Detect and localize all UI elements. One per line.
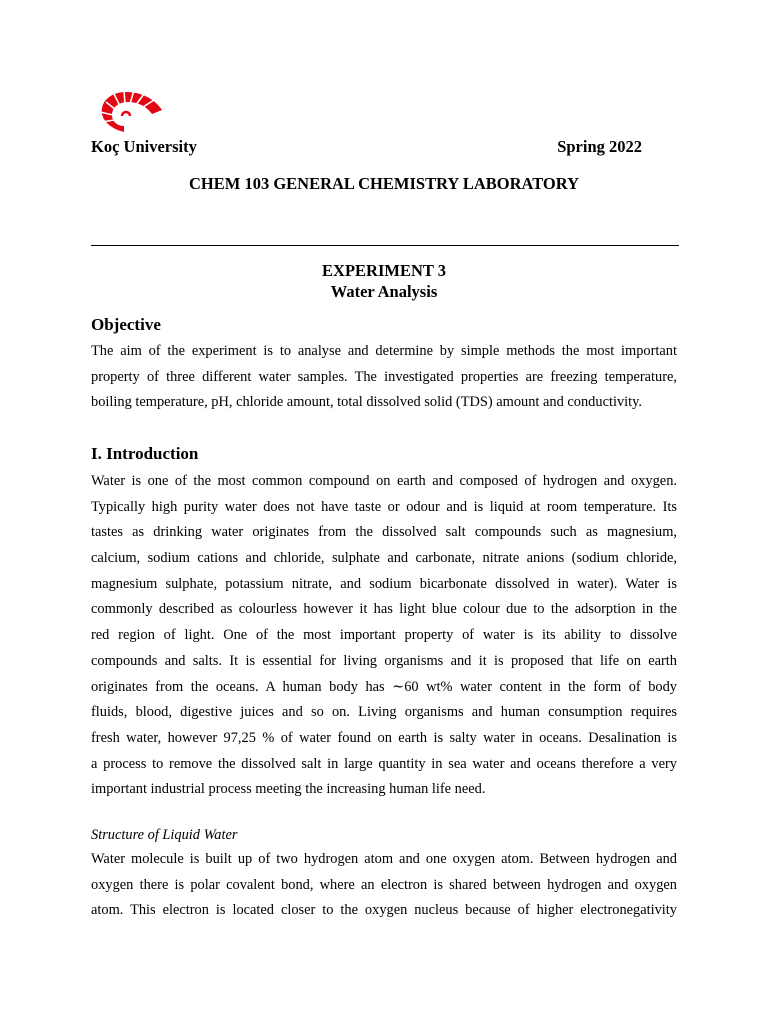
experiment-number: EXPERIMENT 3 [322, 261, 446, 280]
text-line: oxygen there is polar covalent bond, where an electron is shared between hydrogen and oxygen [91, 876, 677, 893]
text-line: fresh water, however 97,25 % of water found on earth is salty water in oceans. Desalination is [91, 729, 677, 746]
text-line: magnesium sulphate, potassium nitrate, and sodium bicarbonate dissolved in water). Water is [91, 575, 677, 592]
text-line: property of three different water samples. The investigated properties are freezing temperature, [91, 368, 677, 385]
text-line: compounds and salts. It is essential for living organisms and it is proposed that life on earth [91, 652, 677, 669]
text-line: atom. This electron is located closer to the oxygen nucleus because of higher electronegativity [91, 902, 677, 919]
text-line: Water molecule is built up of two hydrogen atom and one oxygen atom. Between hydrogen and [91, 851, 677, 867]
text-line: The aim of the experiment is to analyse and determine by simple methods the most important [91, 343, 677, 359]
text-line: boiling temperature, pH, chloride amount, total dissolved solid (TDS) amount and conductivity. [91, 394, 643, 411]
experiment-title: Water Analysis [330, 282, 438, 301]
experiment-heading [0, 260, 768, 302]
objective-heading: Objective [91, 315, 161, 334]
text-line: calcium, sodium cations and chloride, sulphate and carbonate, nitrate anions (sodium chloride, [91, 550, 677, 567]
koc-university-logo [96, 88, 168, 136]
header-divider [91, 245, 679, 246]
objective-paragraph [91, 339, 677, 416]
introduction-paragraph [91, 469, 677, 803]
text-line: tastes as drinking water originates from the dissolved salt compounds such as magnesium, [91, 524, 677, 541]
header-row [91, 137, 642, 157]
text-line: a process to remove the dissolved salt in large quantity in sea water and oceans therefore a very [91, 755, 677, 772]
structure-subheading: Structure of Liquid Water [91, 827, 238, 843]
text-line: Water is one of the most common compound on earth and composed of hydrogen and oxygen. [91, 473, 677, 489]
text-line: fluids, blood, digestive juices and so on. Living organisms and human consumption requires [91, 704, 677, 721]
text-line: important industrial process meeting the increasing human life need. [91, 781, 486, 798]
text-line: originates from the oceans. A human body has ∼60 wt% water content in the form of body [91, 678, 677, 695]
introduction-heading: I. Introduction [91, 444, 199, 463]
structure-paragraph [91, 847, 677, 924]
text-line: Typically high purity water does not have taste or odour and is liquid at room temperature. Its [91, 498, 677, 515]
course-title: CHEM 103 GENERAL CHEMISTRY LABORATORY [189, 174, 579, 193]
university-name: Koç University [91, 137, 197, 156]
text-line: commonly described as colourless however it has light blue colour due to the adsorption in the [91, 601, 677, 618]
term-label: Spring 2022 [557, 137, 642, 156]
text-line: red region of light. One of the most important property of water is its ability to dissolve [91, 627, 677, 644]
